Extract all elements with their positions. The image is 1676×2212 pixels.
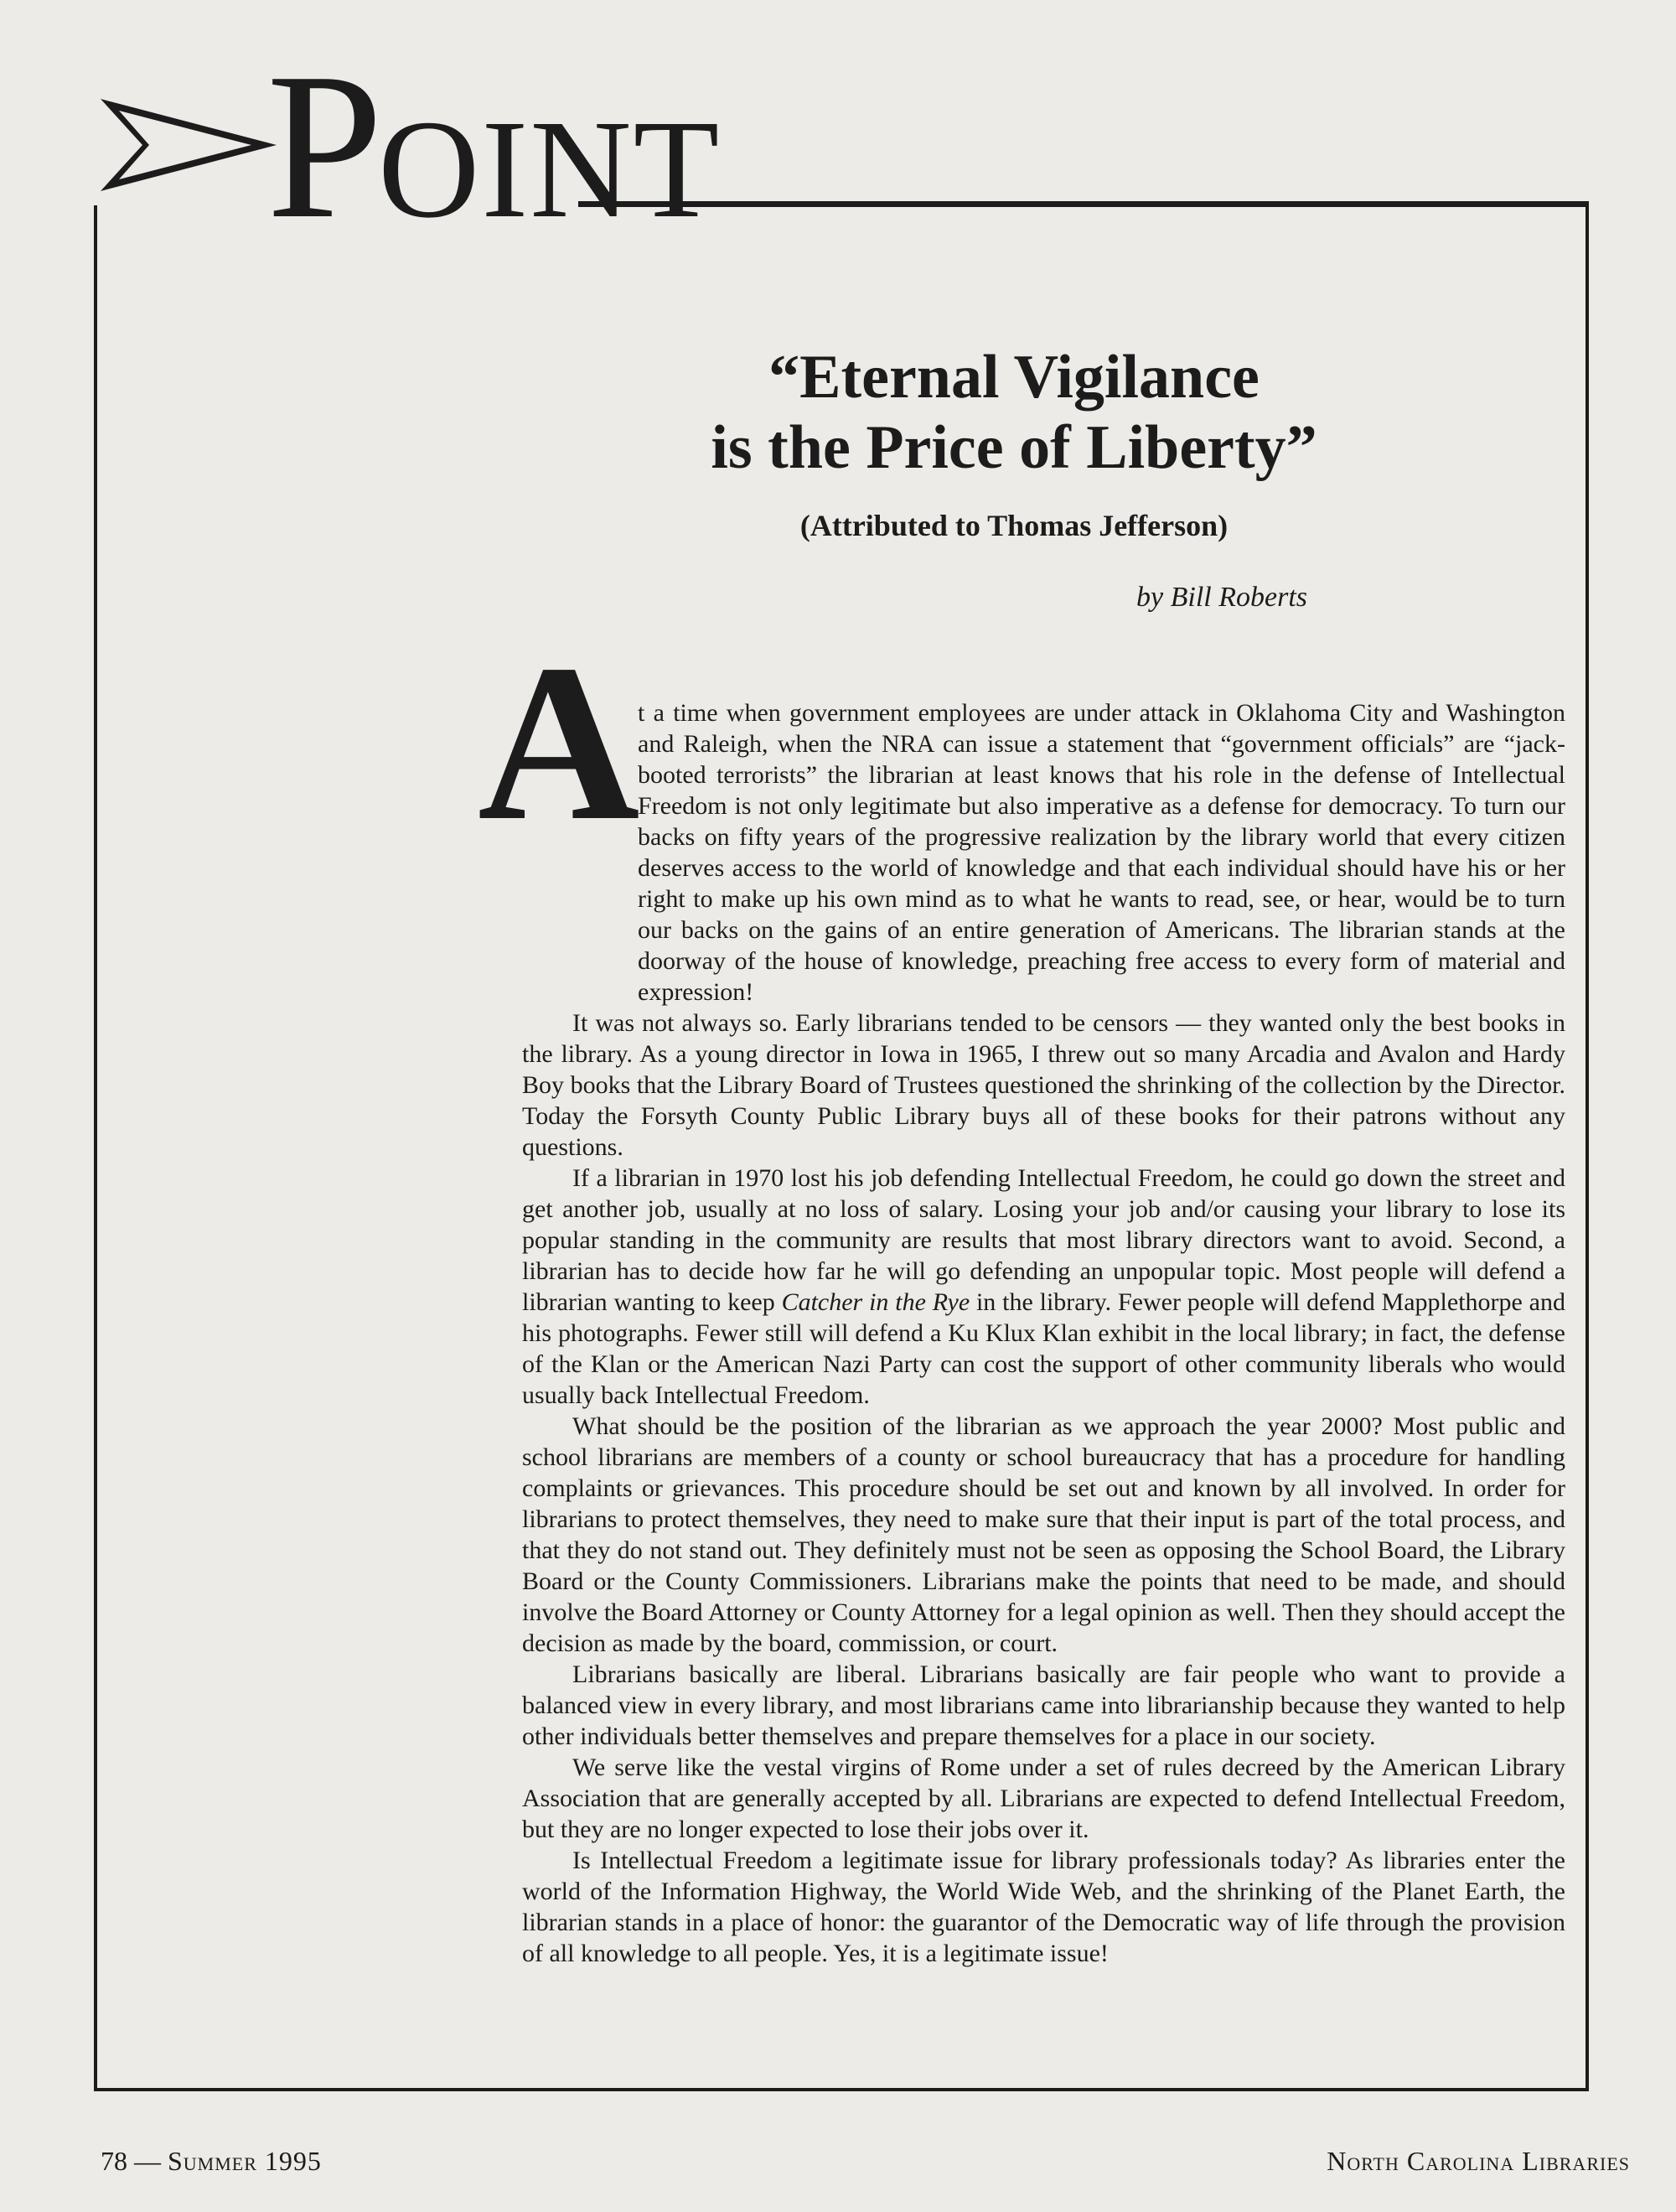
- point-heading: [266, 30, 722, 262]
- article-paragraph: Librarians basically are liberal. Librarians basically are fair people who want to provide a balanced view in every library, and most librarians came into librarianship because they wanted to help other individuals better themselves and prepare themselves for a place in our society.: [522, 1660, 1565, 1750]
- show-through-text: [101, 520, 520, 2028]
- frame-rule-left: [94, 205, 97, 2091]
- article-title: [578, 342, 1450, 483]
- article-paragraph: We serve like the vestal virgins of Rome under a set of rules decreed by the American Library Association that are generally accepted by all. Librarians are expected to defend Intellectual Freedom, but they are no longer expected to lose their jobs over it.: [522, 1754, 1565, 1843]
- article-paragraph: Is Intellectual Freedom a legitimate issue for library professionals today? As libraries enter the world of the Information Highway, the World Wide Web, and the shrinking of the Planet Earth, the librarian stands in a place of honor: the guarantor of the Democratic way of life through the provision of all knowledge to all people. Yes, it is a legitimate issue!: [522, 1847, 1565, 1967]
- arrow-icon: [101, 99, 277, 191]
- article-title-line: is the Price of Liberty”: [711, 413, 1317, 482]
- frame-rule-right: [1585, 201, 1589, 2091]
- article-byline: by Bill Roberts: [1136, 582, 1307, 613]
- article-body: [522, 697, 1565, 1969]
- page-number: 78: [101, 2146, 127, 2176]
- drop-cap: A: [478, 618, 640, 867]
- article-paragraph: t a time when government employees are under attack in Oklahoma City and Washington and Raleigh, when the NRA can issue a statement that “government officials” are “jack-booted terrorists” the librarian at least knows that his role in the defense of Intellectual Freedom is not only legitimate but also imperative as a defense for democracy. To turn our backs on fifty years of the progressive realization by the library world that every citizen deserves access to the world of knowledge and that each individual should have his or her right to make up his own mind as to what he wants to read, see, or hear, would be to turn our backs on the gains of an entire generation of Americans. The librarian stands at the doorway of the house of knowledge, preaching free access to every form of material and expression!: [638, 699, 1565, 1006]
- journal-name: North Carolina Libraries: [1327, 2146, 1630, 2176]
- frame-rule-bottom: [94, 2088, 1589, 2091]
- book-title: Catcher in the Rye: [781, 1288, 970, 1316]
- heading-rule: [578, 201, 1589, 207]
- article-paragraph: It was not always so. Early librarians tended to be censors — they wanted only the best books in the library. As a young director in Iowa in 1965, I threw out so many Arcadia and Avalon and Hardy Boy books that the Library Board of Trustees questioned the shrinking of the collection by the Director. Today the Forsyth County Public Library buys all of these books for their patrons without any questions.: [522, 1009, 1565, 1161]
- article-title-line: “Eternal Vigilance: [768, 343, 1260, 412]
- point-heading-rest: OINT: [378, 91, 722, 247]
- point-heading-initial: P: [266, 30, 379, 262]
- article-attribution: (Attributed to Thomas Jefferson): [799, 509, 1229, 542]
- footer-dash: —: [134, 2146, 161, 2176]
- article-paragraph: What should be the position of the librarian as we approach the year 2000? Most public and school librarians are members of a county or school bureaucracy that has a procedure for handling complaints or grievances. This procedure should be set out and known by all involved. In order for librarians to protect themselves, they need to make sure that their input is part of the total process, and that they do not stand out. They definitely must not be seen as opposing the School Board, the Library Board or the County Commissioners. Librarians make the points that need to be made, and should involve the Board Attorney or County Attorney for a legal opinion as well. Then they should accept the decision as made by the board, commission, or court.: [522, 1412, 1565, 1657]
- article-paragraph: If a librarian in 1970 lost his job defending Intellectual Freedom, he could go down the street and get another job, usually at no loss of salary. Losing your job and/or causing your library to lose its popular standing in the community are results that most library directors want to avoid. Second, a librarian has to decide how far he will go defending an unpopular topic. Most people will defend a librarian wanting to keep Catcher in the Rye in the library. Fewer people will defend Mapplethorpe and his photographs. Fewer still will defend a Ku Klux Klan exhibit in the local library; in fact, the defense of the Klan or the American Nazi Party can cost the support of other community liberals who would usually back Intellectual Freedom.: [522, 1164, 1565, 1409]
- issue-date: Summer 1995: [168, 2146, 322, 2176]
- page-footer-left: [101, 2146, 322, 2177]
